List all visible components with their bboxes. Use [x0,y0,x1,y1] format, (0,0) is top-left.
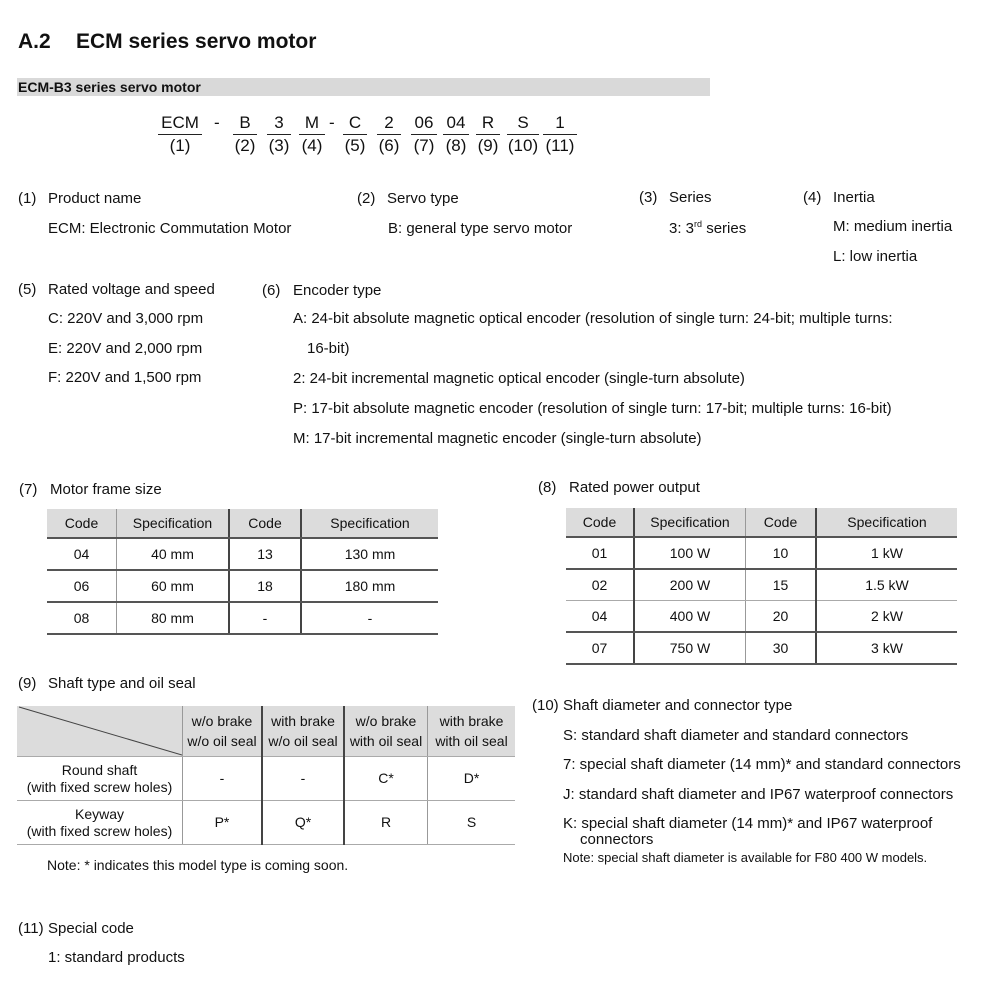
voltage-speed-item: E: 220V and 2,000 rpm [48,340,203,357]
table-row: Keyway (with fixed screw holes) P* Q* R S [17,801,515,845]
table-row: Round shaft (with fixed screw holes) - - C* D* [17,757,515,801]
voltage-speed-item: C: 220V and 3,000 rpm [48,310,204,327]
product-name-label: (1) Product name [18,190,142,207]
code-part: S (10) [507,113,539,155]
shaft-connector-item: 7: special shaft diameter (14 mm)* and standard connectors [563,756,961,773]
frame-size-label: (7) Motor frame size [19,481,162,498]
section-title: ECM series servo motor [76,30,317,53]
encoder-item: M: 17-bit incremental magnetic encoder (single-turn absolute) [293,430,702,447]
code-part: 1 (11) [543,113,577,157]
diagonal-header-cell [17,706,183,757]
series-label: (3) Series [639,189,712,206]
section-heading [18,30,316,54]
subsection-title: ECM-B3 series servo motor [18,79,201,95]
frame-size-table [47,509,438,635]
diagonal-line-icon [17,706,182,756]
code-part: 04 (8) [443,113,469,157]
table-row: 01 100 W 10 1 kW [566,537,957,569]
code-part: C (5) [344,113,366,155]
code-part: R (9) [477,113,499,155]
code-part: ECM (1) [158,113,202,157]
shaft-connector-note: Note: special shaft diameter is available for F80 400 W models. [563,850,928,865]
table-row: 04 40 mm 13 130 mm [47,538,438,570]
shaft-oil-seal-note: Note: * indicates this model type is coming soon. [47,857,349,873]
product-name-item: ECM: Electronic Commutation Motor [48,220,292,237]
table-row: 08 80 mm - - [47,602,438,634]
shaft-connector-item: connectors [580,831,654,848]
code-separator: - [329,113,335,132]
table-header-row: Code Specification Code Specification [566,508,957,537]
voltage-speed-label: (5) Rated voltage and speed [18,281,215,298]
encoder-item: A: 24-bit absolute magnetic optical encoder (resolution of single turn: 24-bit; multiple turns: [293,310,893,327]
servo-type-label: (2) Servo type [357,190,459,207]
table-header-row: Code Specification Code Specification [47,509,438,538]
section-number: A.2 [18,30,51,53]
encoder-item: P: 17-bit absolute magnetic encoder (resolution of single turn: 17-bit; multiple turns: 16-bit) [293,400,892,417]
power-output-label: (8) Rated power output [538,479,700,496]
encoder-item: 16-bit) [307,340,350,357]
table-row: 06 60 mm 18 180 mm [47,570,438,602]
power-output-table [566,508,957,665]
shaft-oil-seal-label: (9) Shaft type and oil seal [18,675,196,692]
special-code-item: 1: standard products [48,949,185,966]
shaft-connector-item: J: standard shaft diameter and IP67 waterproof connectors [563,786,954,803]
shaft-connector-item: S: standard shaft diameter and standard connectors [563,727,909,744]
special-code-label: (11) Special code [18,920,134,937]
table-row: 07 750 W 30 3 kW [566,632,957,664]
servo-type-item: B: general type servo motor [388,220,573,237]
shaft-connector-label: (10) Shaft diameter and connector type [532,697,793,714]
series-item: 3: 3rd series [669,219,747,237]
table-row: 04 400 W 20 2 kW [566,601,957,633]
encoder-label: (6) Encoder type [262,282,382,299]
table-header-row: w/o brake w/o oil seal with brake w/o oil seal w/o brake with oil seal with brake with oil seal [17,706,515,757]
inertia-label: (4) Inertia [803,189,875,206]
code-part: 2 (6) [378,113,400,155]
inertia-item: M: medium inertia [833,218,953,235]
code-part: 06 (7) [411,113,437,157]
subsection-bar [17,78,710,96]
code-part: M (4) [299,113,325,157]
shaft-oil-seal-table [17,706,515,845]
inertia-item: L: low inertia [833,248,918,265]
code-part: B (2) [234,113,256,155]
shaft-connector-item: K: special shaft diameter (14 mm)* and IP67 waterproof [563,815,933,832]
code-part: 3 (3) [268,113,290,155]
encoder-item: 2: 24-bit incremental magnetic optical encoder (single-turn absolute) [293,370,745,387]
voltage-speed-item: F: 220V and 1,500 rpm [48,369,202,386]
code-separator: - [214,113,220,132]
table-row: 02 200 W 15 1.5 kW [566,569,957,601]
